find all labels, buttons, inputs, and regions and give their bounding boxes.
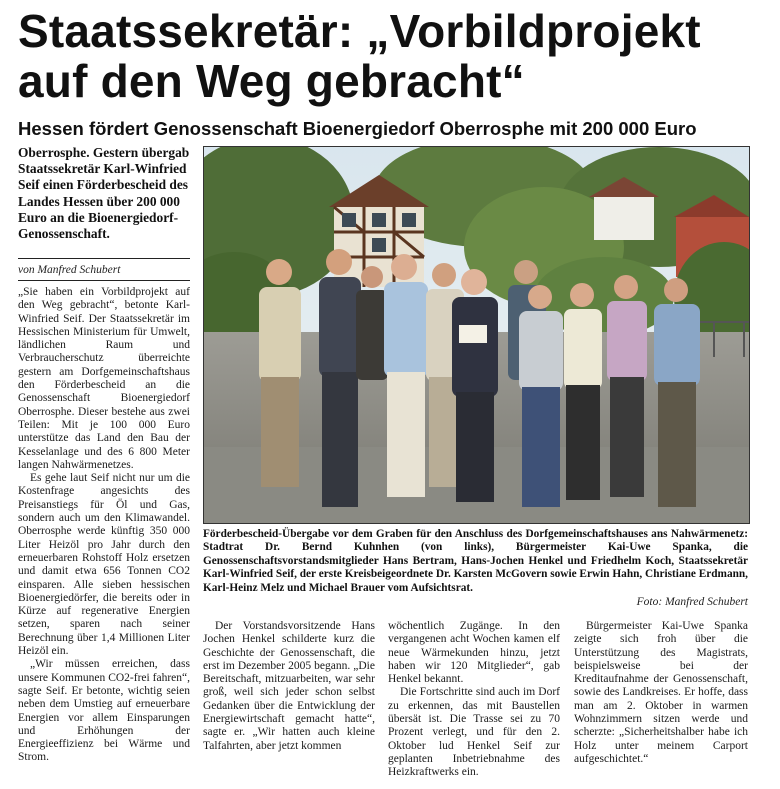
byline-divider-top — [18, 258, 190, 259]
text-column-2 — [203, 620, 375, 753]
paragraph: Der Vorstandsvorsitzende Hans Jochen Henkel schilderte kurz die Geschichte der Genossenschaft, die erst im Dezember 2005 begann. „Die Bereitschaft, mitzuarbeiten, war sehr groß, weil sich jeder schon selbst Gedanken über die Entwicklung der Energiewirtschaft gemacht hatte“, sagte er. „Wir hatten auch kleine Talfahrten, aber jetzt kommen — [203, 620, 375, 752]
paragraph: „Sie haben ein Vorbildprojekt auf den Weg gebracht“, betonte Karl-Winfried Seif. Der Staatssekretär im Hessischen Ministerium für Umwelt, ländlichen Raum und Verbraucherschutz überreichte gestern am Dorfgemeinschaftshaus den Förderbescheid an die Genossenschaft Bioenergiedorf Oberrosphe. Dieser bestehe aus zwei Teilen: Mit je 100 000 Euro unterstütze das Land den Bau der Kesselanlage und des 6 800 Meter langen Nahwärmenetzes. — [18, 286, 190, 471]
text-column-1 — [18, 286, 190, 765]
article-lead: Oberrosphe. Gestern übergab Staatssekretär Karl-Winfried Seif einen Förderbescheid des Landes Hessen über 200 000 Euro an die Bioenergiedorf-Genossenschaft. — [18, 145, 190, 242]
article-subheadline: Hessen fördert Genossenschaft Bioenergiedorf Oberrosphe mit 200 000 Euro — [18, 118, 697, 139]
author-byline: von Manfred Schubert — [18, 264, 121, 276]
paragraph: Die Fortschritte sind auch im Dorf zu erkennen, das mit Baustellen übersät ist. Die Trasse sei zu 70 Prozent verlegt, und für den 2. Oktober lud Henkel Seif zur geplanten Inbetriebnahme des Heizkraftwerks ein. — [388, 686, 560, 779]
photo-caption: Förderbescheid-Übergabe vor dem Graben für den Anschluss des Dorfgemeinschaftshauses ans Nahwärmenetz: Stadtrat Dr. Bernd Kuhnhen (von links), Bürgermeister Kai-Uwe Spanka, die Genossenschaftsvorstandsmitglieder Hans Bertram, Hans-Jochen Henkel und Friedhelm Koch, Staatssekretär Karl-Winfried Seif, der erste Kreisbeigeordnete Dr. Karsten McGovern sowie Erwin Hahn, Christiane Erdmann, Karl-Heinz Melz und Michael Brauer vom Aufsichtsrat. — [203, 528, 748, 594]
byline-divider-bottom — [18, 280, 190, 281]
paragraph: wöchentlich Zugänge. In den vergangenen acht Wochen kamen elf neue Wärmekunden hinzu, jetzt haben wir 120 Mitglieder“, gab Henkel bekannt. — [388, 620, 560, 686]
headline-line-2: auf den Weg gebracht“ — [18, 55, 525, 107]
group-photo — [203, 146, 750, 524]
group-photo-illustration — [204, 147, 749, 523]
headline-line-1: Staatssekretär: „Vorbildprojekt — [18, 5, 701, 57]
photo-credit: Foto: Manfred Schubert — [636, 596, 748, 608]
paragraph: Bürgermeister Kai-Uwe Spanka zeigte sich froh über die Unterstützung des Magistrats, beispielsweise bei der Kreditaufnahme der Genossenschaft, sowie des Landkreises. Er hoffe, dass man am 2. Oktober in warmen Wohnzimmern sitzen werde und scherzte: „Sicherheitshalber habe ich Holz unter meinem Carport aufgeschichtet.“ — [574, 620, 748, 765]
paragraph: „Wir müssen erreichen, dass unsere Kommunen CO2-frei fahren“, sagte Seif. Er betonte, wichtig seien neben dem Umstieg auf erneuerbare Energien vor allem Einsparungen und Erhöhungen der Energieeffizienz bei Wärme und Strom. — [18, 658, 190, 764]
text-column-4 — [574, 620, 748, 766]
paragraph: Es gehe laut Seif nicht nur um die Kostenfrage angesichts des Preisanstiegs für Öl und Gas, sondern auch um den Klimawandel. Oberrosphe werde künftig 350 000 Liter Heizöl pro Jahr durch den erneuerbaren Rohstoff Holz ersetzen und damit etwa 656 Tonnen CO2 einsparen. Alle sieben hessischen Bioenergiedörfer, die bereits oder in Kürze auf regenerative Energien setzen, sparen nach seiner Berechnung über 1,4 Millionen Liter Heizöl ein. — [18, 472, 190, 658]
article-headline — [18, 6, 768, 106]
text-column-3 — [388, 620, 560, 780]
